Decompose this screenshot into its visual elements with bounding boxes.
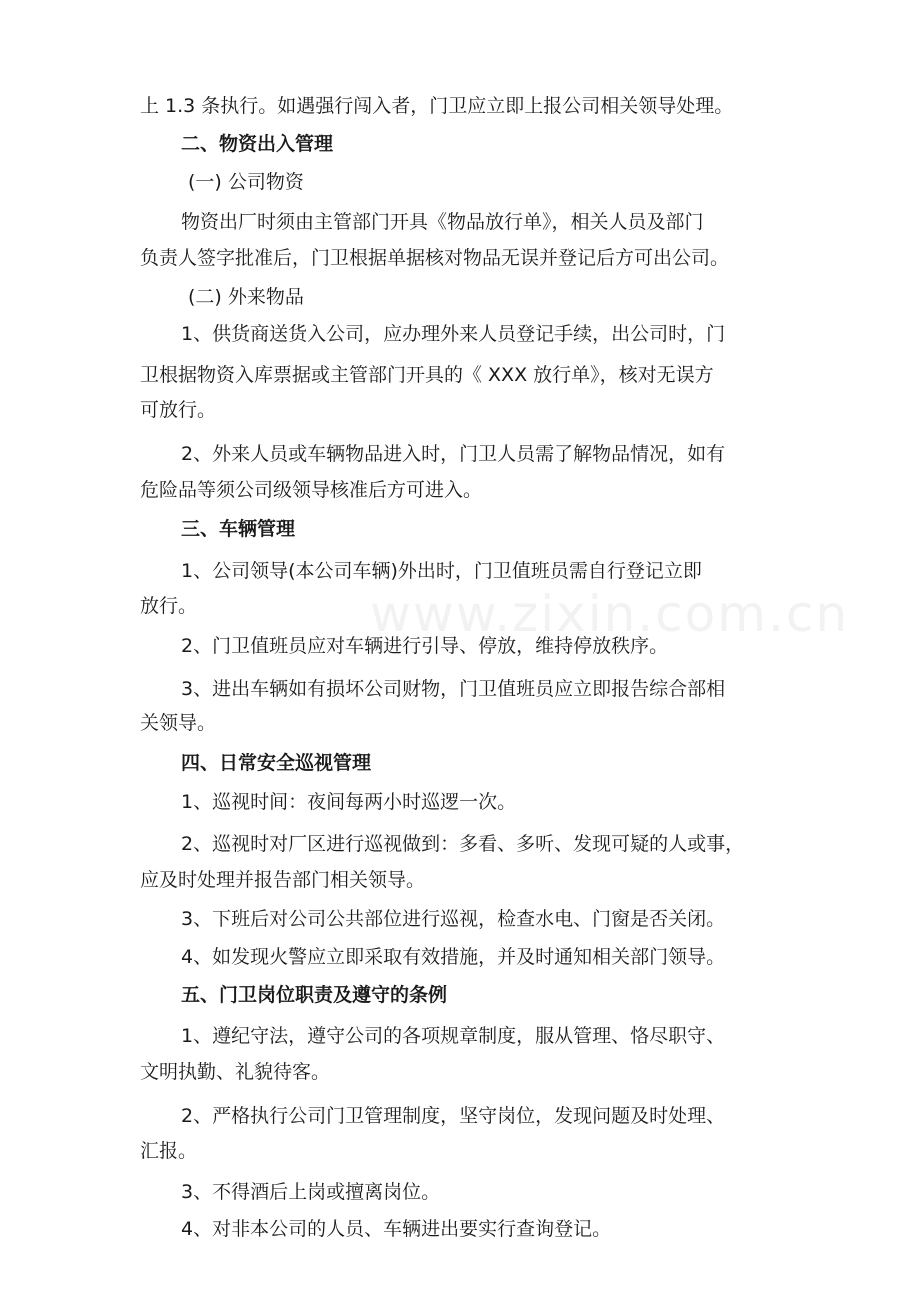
- text-line: 上 1.3 条执行。如遇强行闯入者，门卫应立即上报公司相关领导处理。: [140, 95, 734, 117]
- text-line: 负责人签字批准后，门卫根据单据核对物品无误并登记后方可出公司。: [140, 247, 730, 269]
- text-line: 1、巡视时间：夜间每两小时巡逻一次。: [181, 791, 517, 813]
- text-line: 汇报。: [140, 1140, 198, 1162]
- text-line: 物资出厂时须由主管部门开具《物品放行单》，相关人员及部门: [181, 211, 704, 233]
- text-line: 文明执勤、礼貌待客。: [140, 1061, 331, 1083]
- section-heading: 五、门卫岗位职责及遵守的条例: [181, 984, 448, 1006]
- text-line: 2、巡视时对厂区进行巡视做到：多看、多听、发现可疑的人或事，: [181, 833, 745, 855]
- watermark: www.zixin.com.cn: [370, 585, 850, 643]
- text-line: 2、门卫值班员应对车辆进行引导、停放，维持停放秩序。: [181, 635, 669, 657]
- text-line: 危险品等须公司级领导核准后方可进入。: [140, 479, 483, 501]
- text-line: 1、遵纪守法，遵守公司的各项规章制度，服从管理、恪尽职守、: [181, 1025, 726, 1047]
- text-line: 2、外来人员或车辆物品进入时，门卫人员需了解物品情况，如有: [181, 443, 726, 465]
- text-line: 1、供货商送货入公司，应办理外来人员登记手续，出公司时，门: [181, 323, 726, 345]
- section-heading: 三、车辆管理: [181, 518, 296, 540]
- subsection-heading: (二) 外来物品: [188, 286, 304, 308]
- text-line: 应及时处理并报告部门相关领导。: [140, 869, 426, 891]
- text-line: 4、对非本公司的人员、车辆进出要实行查询登记。: [181, 1218, 612, 1240]
- text-line: 卫根据物资入库票据或主管部门开具的《 XXX 放行单》，核对无误方: [140, 364, 714, 386]
- text-line: 1、公司领导(本公司车辆)外出时，门卫值班员需自行登记立即: [181, 560, 702, 582]
- text-line: 关领导。: [140, 712, 217, 734]
- text-line: 4、如发现火警应立即采取有效措施，并及时通知相关部门领导。: [181, 946, 726, 968]
- text-line: 可放行。: [140, 399, 217, 421]
- text-line: 放行。: [140, 595, 198, 617]
- section-heading: 四、日常安全巡视管理: [181, 752, 372, 774]
- text-line: 3、下班后对公司公共部位进行巡视，检查水电、门窗是否关闭。: [181, 908, 726, 930]
- subsection-heading: (一) 公司物资: [188, 171, 304, 193]
- text-line: 3、不得酒后上岗或擅离岗位。: [181, 1181, 441, 1203]
- text-line: 2、严格执行公司门卫管理制度，坚守岗位，发现问题及时处理、: [181, 1105, 726, 1127]
- text-line: 3、进出车辆如有损坏公司财物，门卫值班员应立即报告综合部相: [181, 678, 726, 700]
- section-heading: 二、物资出入管理: [181, 133, 334, 155]
